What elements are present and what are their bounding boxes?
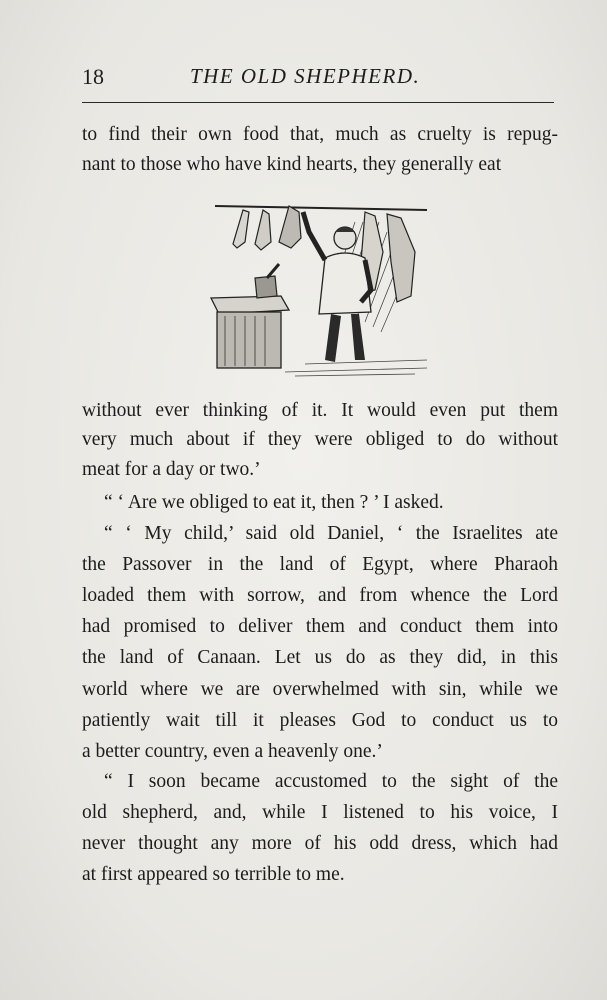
- text-line: without ever thinking of it. It would even put them: [82, 400, 558, 421]
- text-line: very much about if they were obliged to do without: [82, 429, 558, 450]
- text-line: a better country, even a heavenly one.’: [82, 741, 383, 762]
- text-line: nant to those who have kind hearts, they generally eat: [82, 154, 502, 175]
- running-header: [82, 62, 554, 103]
- text-line: to find their own food that, much as cruelty is repug-: [82, 124, 558, 145]
- text-line: “ ‘ My child,’ said old Daniel, ‘ the Israelites ate: [104, 523, 558, 544]
- text-line: never thought any more of his odd dress, which had: [82, 833, 558, 854]
- text-line: meat for a day or two.’: [82, 459, 261, 480]
- text-line: “ I soon became accustomed to the sight of the: [104, 771, 558, 792]
- text-line: the Passover in the land of Egypt, where Pharaoh: [82, 554, 558, 575]
- text-line: had promised to deliver them and conduct them into: [82, 616, 558, 637]
- page-number: 18: [82, 64, 104, 89]
- text-line: old shepherd, and, while I listened to his voice, I: [82, 802, 558, 823]
- running-title: THE OLD SHEPHERD.: [190, 64, 421, 88]
- text-line: the land of Canaan. Let us do as they did, in this: [82, 647, 558, 668]
- text-line: patiently wait till it pleases God to conduct us to: [82, 710, 558, 731]
- butcher-shop-engraving-icon: [205, 192, 437, 380]
- text-line: world where we are overwhelmed with sin, while we: [82, 679, 558, 700]
- text-line: loaded them with sorrow, and from whence the Lord: [82, 585, 558, 606]
- text-line: “ ‘ Are we obliged to eat it, then ? ’ I asked.: [104, 492, 444, 513]
- text-line: at first appeared so terrible to me.: [82, 864, 345, 885]
